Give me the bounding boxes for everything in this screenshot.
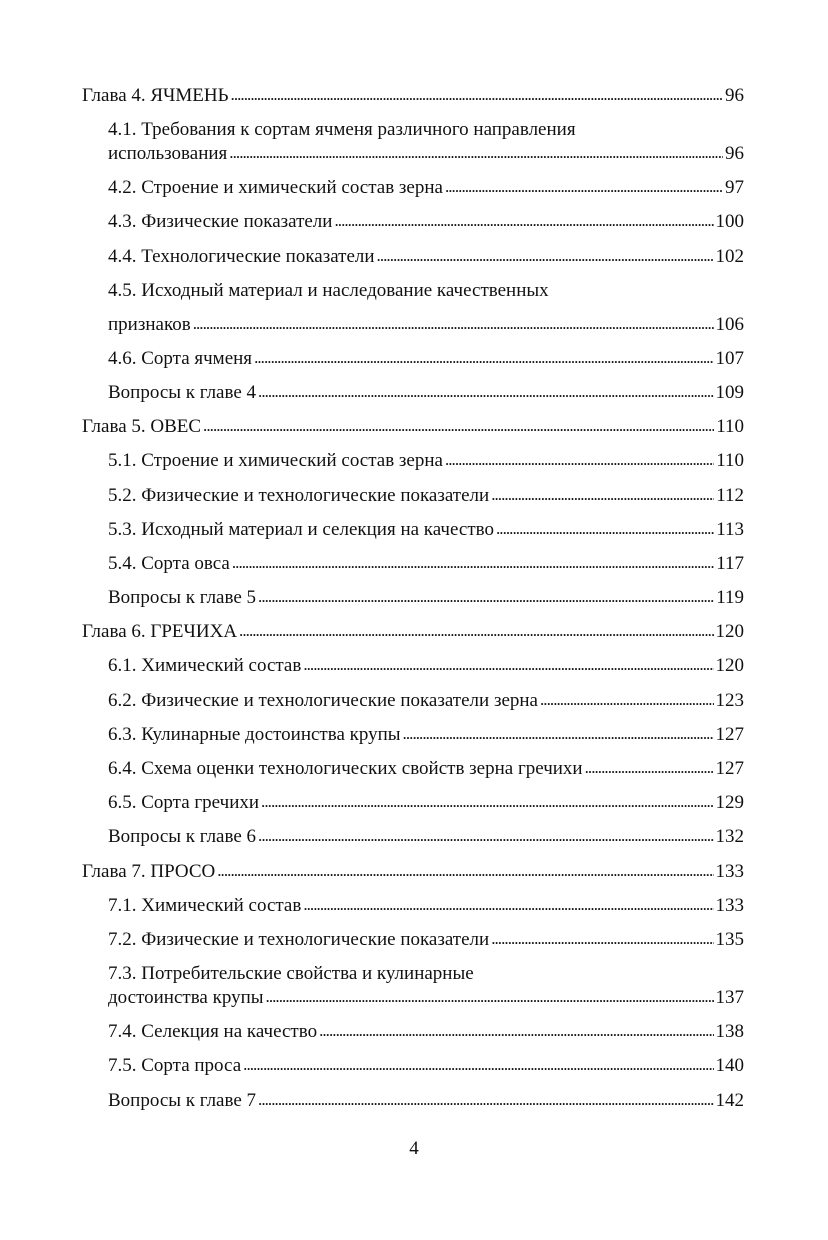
toc-entry-title: Вопросы к главе 4 (108, 381, 257, 403)
dot-leader (232, 551, 714, 575)
toc-entry-page: 120 (715, 621, 744, 643)
dot-leader (254, 346, 713, 370)
toc-entry-page: 135 (715, 928, 744, 950)
toc-entry-7-5 (82, 1054, 744, 1088)
dot-leader (258, 824, 713, 848)
toc-entry-chapter-7 (82, 860, 744, 894)
dot-leader (193, 312, 714, 336)
toc-entry-title-line2: признаков (108, 313, 191, 335)
toc-entry-title: Глава 7. ПРОСО (82, 860, 216, 882)
toc-entry-5-2 (82, 484, 744, 518)
toc-entry-page: 138 (715, 1021, 744, 1043)
toc-entry-title: 4.3. Физические показатели (108, 211, 333, 233)
toc-entry-title: 6.4. Схема оценки технологических свойств зерна гречихи (108, 758, 583, 779)
toc-entry-title: 6.3. Кулинарные достоинства крупы (108, 723, 401, 745)
toc-entry-questions-7 (82, 1089, 744, 1123)
toc-entry-page: 142 (715, 1089, 744, 1111)
toc-entry-title: 5.4. Сорта овса (108, 552, 230, 574)
toc-entry-page: 120 (715, 655, 744, 677)
toc-entry-title: 7.2. Физические и технологические показатели (108, 928, 490, 950)
toc-entry-title: Глава 5. ОВЕС (82, 416, 202, 438)
table-of-contents (82, 84, 744, 1123)
dot-leader (258, 585, 714, 609)
toc-entry-6-5 (82, 791, 744, 825)
toc-entry-title: 6.2. Физические и технологические показатели зерна (108, 689, 538, 711)
dot-leader (266, 985, 714, 1009)
toc-entry-title: 4.4. Технологические показатели (108, 245, 375, 267)
toc-entry-questions-6 (82, 825, 744, 859)
toc-entry-page: 109 (715, 381, 744, 403)
toc-entry-title: 5.3. Исходный материал и селекция на качество (108, 518, 494, 540)
dot-leader (585, 756, 714, 780)
toc-entry-page: 133 (715, 860, 744, 882)
dot-leader (496, 517, 714, 541)
toc-entry-title: 5.1. Строение и химический состав зерна (108, 450, 443, 472)
toc-entry-4-1 (82, 118, 744, 176)
toc-entry-page: 96 (725, 85, 744, 106)
dot-leader (258, 380, 713, 404)
toc-entry-title-line2: использования (108, 143, 228, 165)
toc-entry-title: 4.6. Сорта ячменя (108, 347, 253, 369)
toc-entry-7-4 (82, 1020, 744, 1054)
toc-entry-7-3 (82, 962, 744, 1020)
toc-entry-title: Вопросы к главе 7 (108, 1089, 257, 1111)
toc-entry-title: 7.1. Химический состав (108, 894, 302, 916)
dot-leader (303, 893, 713, 917)
toc-entry-6-2 (82, 689, 744, 723)
dot-leader (403, 722, 714, 746)
dot-leader (229, 141, 723, 165)
toc-entry-page: 137 (715, 987, 744, 1009)
toc-entry-page: 123 (715, 689, 744, 711)
toc-entry-4-3 (82, 210, 744, 244)
dot-leader (540, 688, 714, 712)
toc-entry-page: 107 (715, 347, 744, 369)
dot-leader (303, 653, 713, 677)
dot-leader (377, 244, 714, 268)
dot-leader (258, 1088, 713, 1112)
toc-entry-page: 100 (715, 211, 744, 233)
toc-entry-page: 97 (725, 177, 744, 199)
toc-entry-7-2 (82, 928, 744, 962)
toc-entry-title: 6.5. Сорта гречихи (108, 792, 260, 814)
toc-entry-title: Вопросы к главе 5 (108, 587, 257, 609)
dot-leader (445, 448, 714, 472)
toc-entry-questions-5 (82, 586, 744, 620)
toc-entry-page: 129 (715, 792, 744, 814)
toc-entry-page: 127 (715, 758, 744, 779)
toc-entry-4-6 (82, 347, 744, 381)
toc-entry-page: 117 (716, 552, 744, 574)
dot-leader (231, 83, 723, 107)
toc-entry-questions-4 (82, 381, 744, 415)
dot-leader (491, 927, 713, 951)
toc-entry-page: 110 (716, 450, 744, 472)
dot-leader (319, 1019, 713, 1043)
toc-entry-page: 106 (715, 313, 744, 335)
toc-entry-page: 112 (716, 484, 744, 506)
toc-entry-title-line2: достоинства крупы (108, 987, 264, 1009)
toc-entry-page: 102 (715, 245, 744, 267)
dot-leader (243, 1053, 713, 1077)
toc-entry-4-4 (82, 245, 744, 279)
toc-entry-title: 7.5. Сорта проса (108, 1055, 242, 1077)
toc-entry-title-line1: 7.3. Потребительские свойства и кулинарные (108, 963, 474, 985)
toc-entry-title-line1: 4.5. Исходный материал и наследование качественных (108, 279, 549, 301)
toc-entry-page: 113 (716, 518, 744, 540)
toc-entry-title: Глава 6. ГРЕЧИХА (82, 621, 238, 643)
toc-entry-7-1 (82, 894, 744, 928)
toc-entry-title: Вопросы к главе 6 (108, 826, 257, 848)
page-number: 4 (409, 1138, 419, 1159)
dot-leader (239, 619, 713, 643)
toc-entry-page: 96 (725, 143, 744, 165)
dot-leader (334, 209, 713, 233)
toc-entry-chapter-5 (82, 415, 744, 449)
toc-entry-6-1 (82, 654, 744, 688)
toc-entry-title: 6.1. Химический состав (108, 655, 302, 677)
toc-entry-page: 133 (715, 894, 744, 916)
toc-entry-5-4 (82, 552, 744, 586)
toc-entry-page: 119 (716, 587, 744, 609)
toc-entry-chapter-4 (82, 84, 744, 118)
toc-entry-6-3 (82, 723, 744, 757)
toc-entry-title: 5.2. Физические и технологические показатели (108, 484, 490, 506)
dot-leader (203, 414, 714, 438)
dot-leader (491, 483, 714, 507)
toc-entry-title: Глава 4. ЯЧМЕНЬ (82, 85, 229, 106)
toc-entry-page: 140 (715, 1055, 744, 1077)
toc-entry-page: 127 (715, 723, 744, 745)
toc-entry-5-1 (82, 449, 744, 483)
dot-leader (261, 790, 713, 814)
toc-entry-5-3 (82, 518, 744, 552)
toc-entry-title-line1: 4.1. Требования к сортам ячменя различного направления (108, 119, 576, 141)
toc-entry-page: 110 (716, 416, 744, 438)
dot-leader (217, 859, 713, 883)
toc-entry-page: 132 (715, 826, 744, 848)
toc-entry-6-4 (82, 757, 744, 791)
toc-entry-4-2 (82, 176, 744, 210)
dot-leader (445, 175, 723, 199)
toc-entry-4-5 (82, 279, 744, 347)
toc-entry-title: 4.2. Строение и химический состав зерна (108, 177, 443, 199)
toc-entry-title: 7.4. Селекция на качество (108, 1021, 318, 1043)
toc-entry-chapter-6 (82, 620, 744, 654)
